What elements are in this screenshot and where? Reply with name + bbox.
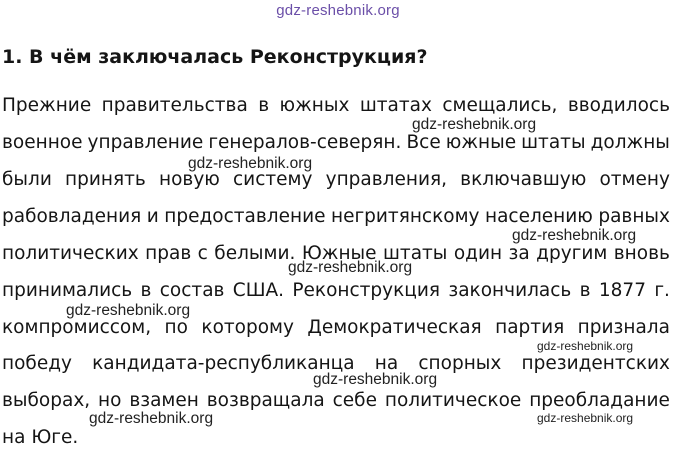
word: негритянскому xyxy=(330,206,480,227)
word: взамен xyxy=(129,390,199,411)
word: выборах, xyxy=(2,390,91,411)
watermark-4: gdz-reshebnik.org xyxy=(288,259,413,276)
word: в xyxy=(140,280,152,301)
word: Реконструкция xyxy=(292,280,441,301)
watermark-1: gdz-reshebnik.org xyxy=(412,116,537,133)
word: военное xyxy=(2,132,83,153)
watermark-7: gdz-reshebnik.org xyxy=(313,371,438,388)
word: Прежние xyxy=(2,95,92,116)
word: но xyxy=(98,390,122,411)
word: систему xyxy=(233,169,313,190)
watermark-6: gdz-reshebnik.org xyxy=(537,339,634,353)
word: президентских xyxy=(521,353,670,374)
watermark-2: gdz-reshebnik.org xyxy=(188,155,313,172)
word: политическое xyxy=(384,390,522,411)
word: на xyxy=(374,353,399,374)
word: политических xyxy=(2,243,139,264)
word: преобладание xyxy=(529,390,670,411)
word: Демократическая xyxy=(307,317,482,338)
watermark-8: gdz-reshebnik.org xyxy=(89,410,214,427)
word: южных xyxy=(279,95,350,116)
answer-line-1 xyxy=(2,94,670,118)
word: смещались, xyxy=(442,95,558,116)
watermark-3: gdz-reshebnik.org xyxy=(512,227,637,244)
word: должны xyxy=(590,132,670,153)
answer-line-3 xyxy=(2,168,670,192)
word: включавшую xyxy=(460,169,587,190)
watermark-9: gdz-reshebnik.org xyxy=(537,411,634,425)
word: с xyxy=(197,243,208,264)
word: за xyxy=(508,243,530,264)
word: в xyxy=(258,95,270,116)
word: возвращала xyxy=(206,390,325,411)
word: спорных xyxy=(418,353,502,374)
answer-line-10: на Юге. xyxy=(2,427,79,448)
word: предоставление xyxy=(164,206,326,227)
word: признала xyxy=(577,317,670,338)
word: г. xyxy=(654,280,670,301)
word: компромиссом, xyxy=(2,317,152,338)
word: белыми. xyxy=(214,243,296,264)
word: южные xyxy=(445,132,517,153)
word: вводилось xyxy=(567,95,670,116)
answer-line-6 xyxy=(2,279,670,303)
word: управления, xyxy=(325,169,447,190)
word: равных xyxy=(598,206,670,227)
site-watermark-top: gdz-reshebnik.org xyxy=(276,2,400,19)
word: новую xyxy=(159,169,220,190)
watermark-5: gdz-reshebnik.org xyxy=(66,302,191,319)
word: рабовладения xyxy=(2,206,142,227)
word: штаты xyxy=(382,243,448,264)
word: Все xyxy=(406,132,441,153)
word: принять xyxy=(65,169,146,190)
word: состав xyxy=(159,280,225,301)
answer-line-2 xyxy=(2,131,670,155)
word: и xyxy=(146,206,159,227)
word: другим xyxy=(536,243,608,264)
word: по xyxy=(164,317,188,338)
word: прав xyxy=(145,243,192,264)
word: которому xyxy=(201,317,294,338)
word: генералов-северян. xyxy=(208,132,402,153)
word: партия xyxy=(495,317,565,338)
word: вновь xyxy=(613,243,670,264)
word: в xyxy=(579,280,591,301)
word: 1877 xyxy=(598,280,646,301)
word: кандидата-республиканца xyxy=(92,353,355,374)
word: правительства xyxy=(101,95,248,116)
word: были xyxy=(2,169,52,190)
word: населению xyxy=(484,206,593,227)
question-heading: 1. В чём заключалась Реконструкция? xyxy=(2,46,428,68)
word: один xyxy=(453,243,503,264)
word: управление xyxy=(87,132,204,153)
word: штаты xyxy=(521,132,586,153)
word: принимались xyxy=(2,280,133,301)
word: штатах xyxy=(359,95,432,116)
word: закончилась xyxy=(448,280,572,301)
answer-line-4 xyxy=(2,205,670,229)
word: себе xyxy=(332,390,377,411)
word: победу xyxy=(2,353,72,374)
word: отмену xyxy=(599,169,670,190)
word: США. xyxy=(232,280,285,301)
word: Южные xyxy=(301,243,377,264)
